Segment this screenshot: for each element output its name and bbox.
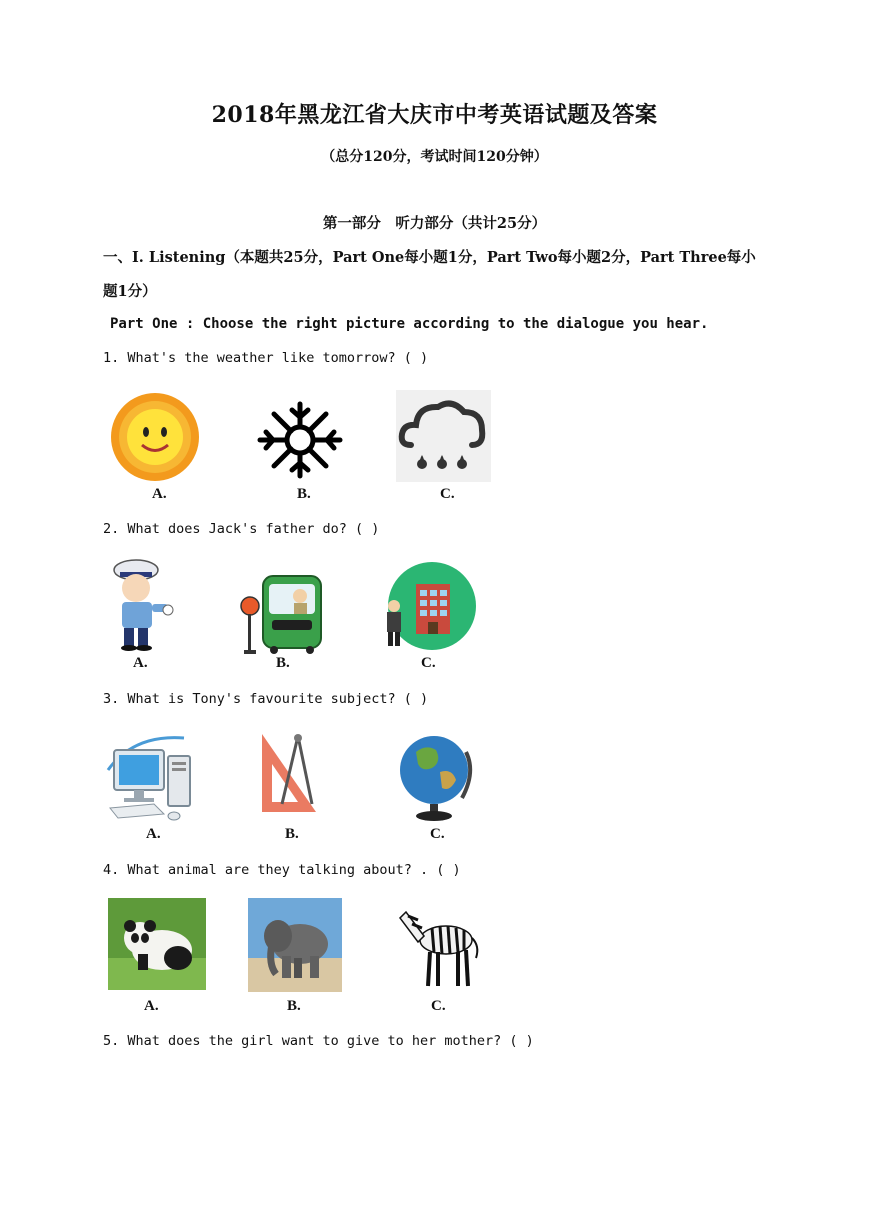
part-intro-line2: 题1分） (103, 283, 157, 300)
q3-option-c-label: C. (430, 826, 445, 842)
q1-option-b-label: B. (297, 486, 311, 502)
geometry-tools-icon (258, 730, 322, 818)
rain-cloud-icon (396, 390, 491, 482)
elephant-icon (248, 898, 342, 992)
bus-driver-icon (238, 570, 324, 656)
part-one-instruction: Part One : Choose the right picture according to the dialogue you hear. (110, 316, 709, 332)
q1-option-c-label: C. (440, 486, 455, 502)
computer-icon (104, 730, 200, 822)
q2-option-c-label: C. (421, 655, 436, 671)
snowflake-icon (254, 400, 346, 480)
globe-icon (396, 732, 474, 822)
section-heading: 第一部分 听力部分（共计25分） (322, 215, 547, 232)
question-3: 3. What is Tony's favourite subject? ( ) (103, 691, 429, 707)
question-2: 2. What does Jack's father do? ( ) (103, 521, 380, 537)
q2-option-b-label: B. (276, 655, 290, 671)
policeman-icon (104, 556, 176, 652)
document-title: 2018年黑龙江省大庆市中考英语试题及答案 (211, 102, 658, 128)
question-5: 5. What does the girl want to give to her mother? ( ) (103, 1033, 534, 1049)
sun-icon (108, 390, 202, 484)
q4-option-a-label: A. (144, 998, 159, 1014)
question-1: 1. What's the weather like tomorrow? ( ) (103, 350, 429, 366)
q4-option-b-label: B. (287, 998, 301, 1014)
q3-option-b-label: B. (285, 826, 299, 842)
question-4: 4. What animal are they talking about? . ( ) (103, 862, 461, 878)
q1-option-a-label: A. (152, 486, 167, 502)
document-subtitle: （总分120分，考试时间120分钟） (321, 149, 548, 165)
zebra-icon (392, 898, 484, 992)
q4-option-c-label: C. (431, 998, 446, 1014)
q3-option-a-label: A. (146, 826, 161, 842)
panda-icon (108, 898, 206, 990)
hotel-worker-icon (380, 562, 478, 650)
q2-option-a-label: A. (133, 655, 148, 671)
part-intro-line1: 一、I. Listening（本题共25分，Part One每小题1分，Part Two每小题2分，Part Three每小 (103, 249, 756, 266)
